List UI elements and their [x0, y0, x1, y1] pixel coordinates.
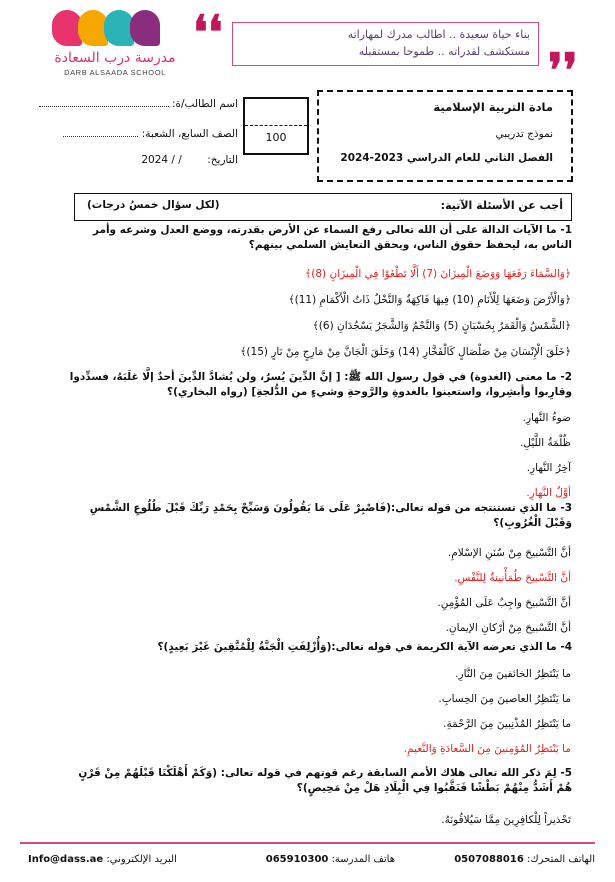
footer-divider	[20, 842, 595, 844]
logo-arabic-name: مدرسة درب السعادة	[54, 50, 176, 66]
q3-option-2[interactable]: أنَّ التَّسْبيحَ طُمَأْنينةٌ لِلنَّفْسِ.	[454, 572, 571, 584]
student-class-row	[28, 128, 238, 140]
motto-line-2: مستكشف لقدراته .. طموحا بمستقبله	[358, 45, 530, 58]
instructions-main: أجب عن الأسئلة الآتية:	[440, 199, 563, 212]
footer-mobile-label: الهاتف المتحرك:	[526, 854, 595, 865]
question-2: 2- ما معنى (الغدوة) في قول رسول الله ﷺ: [ إنَّ الدِّينَ يُسرٌ، ولن يُشادَّ الدِّينَ أحدٌ إلَّا غلَبَهُ، فسدِّدوا وقارِبوا وأبشِروا، واستعينوا بالغدوةِ والرَّوحةِ وشيءٍ من الدُّلجةِ] (رواه البخاري)؟	[69, 371, 572, 398]
footer-email-address[interactable]: Info@dass.ae	[28, 854, 104, 865]
student-section-field[interactable]	[63, 136, 138, 137]
q4-option-4[interactable]: ما يَنْتَظِرُ المُؤمِنينَ مِنَ السَّعادَةِ وَالنَّعيمِ.	[403, 743, 571, 755]
q1-option-4[interactable]: ﴿خَلَقَ الْإِنْسَانَ مِنْ صَلْصَالٍ كَالْفَخَّارِ (14) وَخَلَقَ الْجَانَّ مِنْ مَارِجٍ مِنْ نَارٍ (15)﴾	[240, 346, 571, 358]
logo-english-name: DARB ALSAADA SCHOOL	[64, 68, 166, 77]
q2-option-3[interactable]: آخِرُ النَّهارِ.	[526, 462, 571, 474]
student-class-label: الصف السابع، الشعبة:	[141, 128, 238, 140]
question-5: 5- لِمَ ذكر الله تعالى هلاك الأمم السابقة رغم قوتهم في قوله تعالى: (وَكَمْ أَهْلَكْنَا قَبْلَهُمْ مِنْ قَرْنٍ هُمْ أَشَدُّ مِنْهُمْ بَطْشًا فَنَقَّبُوا فِي الْبِلَادِ هَلْ مِنْ مَحِيصٍ)؟	[78, 767, 572, 794]
exam-model: نموذج تدريبي	[495, 128, 553, 140]
footer-mobile	[454, 854, 595, 865]
student-info	[28, 92, 238, 174]
q2-option-2[interactable]: ظُلْمَةُ اللَّيْلِ.	[520, 437, 571, 449]
motto-line-1: بناء حياة سعيدة .. اطالب مدرك لمهاراته	[347, 28, 530, 41]
logo-mark	[52, 10, 172, 52]
question-3: 3- ما الذي تستنتجه من قوله تعالى:(فَاصْبِرْ عَلَى مَا يَقُولُونَ وَسَبِّحْ بِحَمْدِ رَبِّكَ قَبْلَ طُلُوعِ الشَّمْسِ وَقَبْلَ الْغُرُوبِ)؟	[89, 502, 572, 529]
q5-option-1[interactable]: تَحْذيراً لِلْكافِرِينَ مِمَّا سَيُلاقُونَهُ.	[441, 814, 571, 826]
date-label: التاريخ:	[207, 154, 238, 166]
date-value[interactable]: / / 2024	[141, 154, 182, 166]
q4-option-1[interactable]: ما يَنْتَظِرُ الخائفينَ مِنَ النَّارِ.	[455, 668, 571, 680]
score-divider	[245, 125, 307, 126]
footer-school-phone	[266, 854, 395, 865]
footer	[20, 850, 595, 874]
footer-email	[28, 854, 177, 865]
q1-option-2[interactable]: ﴿وَالْأَرْضَ وَضَعَهَا لِلْأَنَامِ (10) فِيهَا فَاكِهَةٌ وَالنَّخْلُ ذَاتُ الْأَكْمَامِ (11)﴾	[288, 294, 571, 306]
instructions-bar	[74, 193, 572, 221]
q4-option-2[interactable]: ما يَنْتَظِرُ العاصينَ مِنَ الحِسابِ.	[438, 693, 571, 705]
q3-option-3[interactable]: أنَّ التَّسْبيحَ واجِبٌ عَلَى المُؤْمِنِ.	[437, 597, 571, 609]
q4-option-3[interactable]: ما يَنْتَظِرُ المُذْنِبينَ مِنَ الرَّحْمَةِ.	[443, 718, 571, 730]
footer-school-phone-number[interactable]: 065910300	[265, 854, 329, 865]
q2-option-4[interactable]: أوَّلُ النَّهارِ.	[526, 487, 571, 499]
subject-box	[317, 90, 573, 182]
date-row	[28, 154, 238, 166]
term-label: الفصل الثاني للعام الدراسي 2023-2024	[340, 152, 553, 164]
quote-close-icon: ❜❜	[548, 43, 578, 97]
question-4: 4- ما الذي تعرضه الآية الكريمة في قوله تعالى:(وَأُزْلِفَتِ الْجَنَّةُ لِلْمُتَّقِينَ غَيْرَ بَعِيدٍ)؟	[157, 641, 572, 653]
score-box	[243, 97, 309, 155]
student-name-row	[28, 98, 238, 110]
score-total: 100	[265, 131, 287, 144]
student-name-label: اسم الطالب/ة:	[171, 98, 238, 110]
question-1: 1- ما الآيات الدالة على أن الله تعالى رفع السماء عن الأرض بقدرته، ووضع العدل وشرعه وأمر الناس به، ليحفظ حقوق الناس، ويحقق التعايش السلمي بينهم؟	[92, 224, 572, 251]
footer-school-phone-label: هاتف المدرسة:	[331, 854, 395, 865]
school-logo	[40, 10, 190, 78]
q3-option-1[interactable]: أنَّ التَّسْبيحَ مِنْ سُنَنِ الإسْلامِ.	[447, 547, 571, 559]
q1-option-3[interactable]: ﴿الشَّمْسُ وَالْقَمَرُ بِحُسْبَانٍ (5) وَالنَّجْمُ وَالشَّجَرُ يَسْجُدَانِ (6)﴾	[312, 320, 571, 332]
quote-open-icon: ❛❛	[193, 5, 223, 59]
q3-option-4[interactable]: أنَّ التَّسْبيحَ مِنْ أرْكانِ الإيمانِ.	[445, 622, 571, 634]
q2-option-1[interactable]: ضوءُ النَّهارِ.	[522, 412, 571, 424]
q1-option-1[interactable]: ﴿وَالسَّمَاءَ رَفَعَهَا وَوَضَعَ الْمِيزَانَ (7) أَلَّا تَطْغَوْا فِي الْمِيزَانِ (8)﴾	[305, 268, 571, 280]
student-name-field[interactable]	[39, 106, 169, 107]
subject-title: مادة التربية الإسلامية	[433, 100, 553, 114]
motto-box	[232, 22, 539, 66]
instructions-note: (لكل سؤال خمسُ درجات)	[87, 199, 220, 211]
footer-email-label: البريد الإلكتروني:	[106, 854, 177, 865]
footer-mobile-number[interactable]: 0507088016	[454, 854, 524, 865]
logo-shape-purple	[130, 10, 160, 46]
